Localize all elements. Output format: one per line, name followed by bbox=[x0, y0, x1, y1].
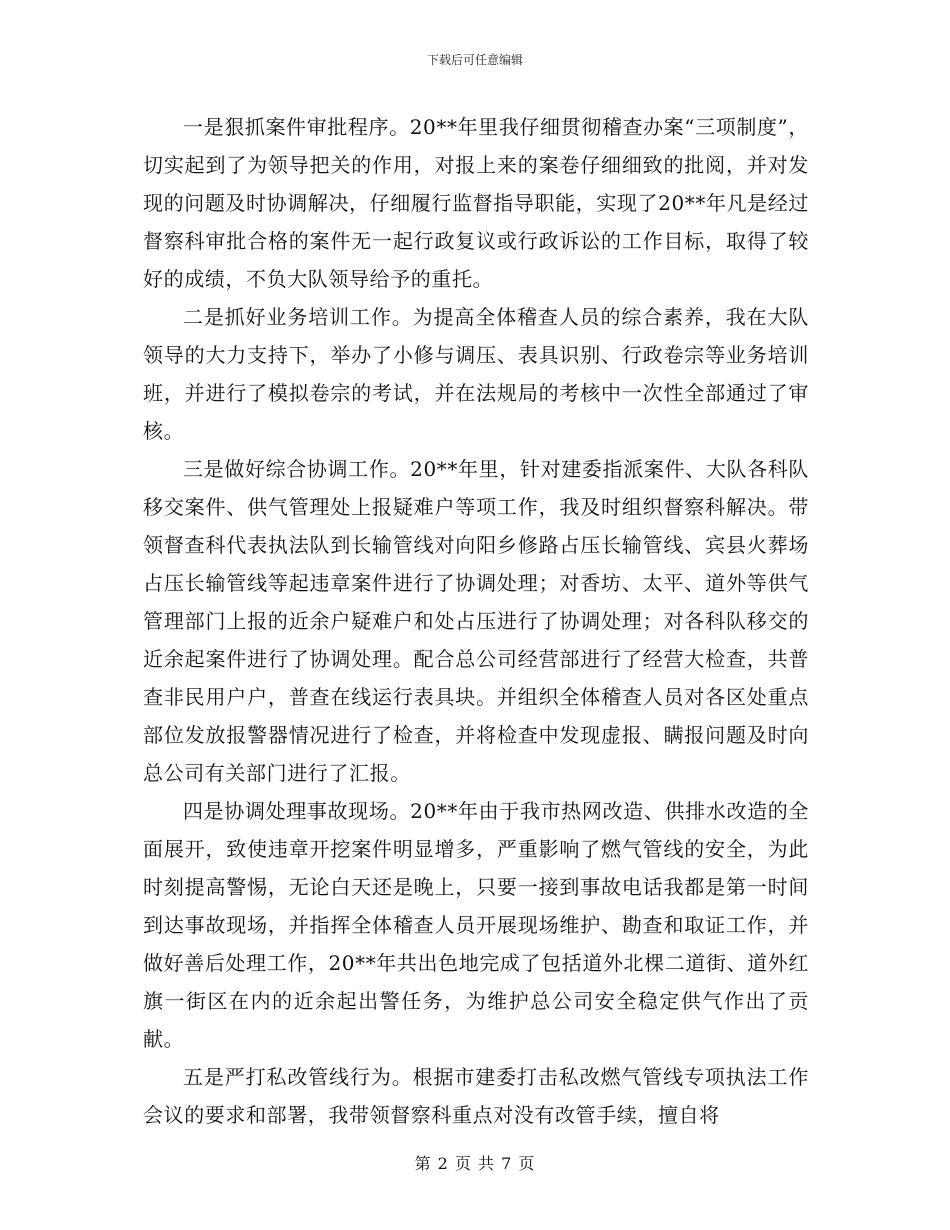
paragraph-3: 三是做好综合协调工作。20**年里，针对建委指派案件、大队各科队移交案件、供气管理处上报疑难户等项工作，我及时组织督察科解决。带领督查科代表执法队到长输管线对向阳乡修路占压长输管线、宾县火葬场占压长输管线等起违章案件进行了协调处理；对香坊、太平、道外等供气管理部门上报的近余户疑难户和处占压进行了协调处理；对各科队移交的近余起案件进行了协调处理。配合总公司经营部进行了经营大检查，共普查非民用户户，普查在线运行表具块。并组织全体稽查人员对各区处重点部位发放报警器情况进行了检查，并将检查中发现虚报、瞒报问题及时向总公司有关部门进行了汇报。 bbox=[143, 457, 809, 785]
paragraph-4: 四是协调处理事故现场。20**年由于我市热网改造、供排水改造的全面展开，致使违章开挖案件明显增多，严重影响了燃气管线的安全，为此时刻提高警惕，无论白天还是晚上，只要一接到事故电话我都是第一时间到达事故现场，并指挥全体稽查人员开展现场维护、勘查和取证工作，并做好善后处理工作，20**年共出色地完成了包括道外北棵二道街、道外红旗一街区在内的近余起出警任务，为维护总公司安全稳定供气作出了贡献。 bbox=[143, 799, 809, 1051]
paragraph-1: 一是狠抓案件审批程序。20**年里我仔细贯彻稽查办案“三项制度”，切实起到了为领导把关的作用，对报上来的案卷仔细细致的批阅，并对发现的问题及时协调解决，仔细履行监督指导职能，实现了20**年凡是经过督察科审批合格的案件无一起行政复议或行政诉讼的工作目标，取得了较好的成绩，不负大队领导给予的重托。 bbox=[143, 115, 809, 291]
paragraph-5: 五是严打私改管线行为。根据市建委打击私改燃气管线专项执法工作会议的要求和部署，我带领督察科重点对没有改管手续，擅自将 bbox=[143, 1065, 809, 1127]
paragraph-2: 二是抓好业务培训工作。为提高全体稽查人员的综合素养，我在大队领导的大力支持下，举办了小修与调压、表具识别、行政卷宗等业务培训班，并进行了模拟卷宗的考试，并在法规局的考核中一次性全部通过了审核。 bbox=[143, 305, 809, 443]
page-number: 第 2 页 共 7 页 bbox=[414, 1154, 536, 1173]
page-header: 下载后可任意编辑 bbox=[426, 53, 523, 67]
document-body bbox=[143, 108, 809, 1134]
